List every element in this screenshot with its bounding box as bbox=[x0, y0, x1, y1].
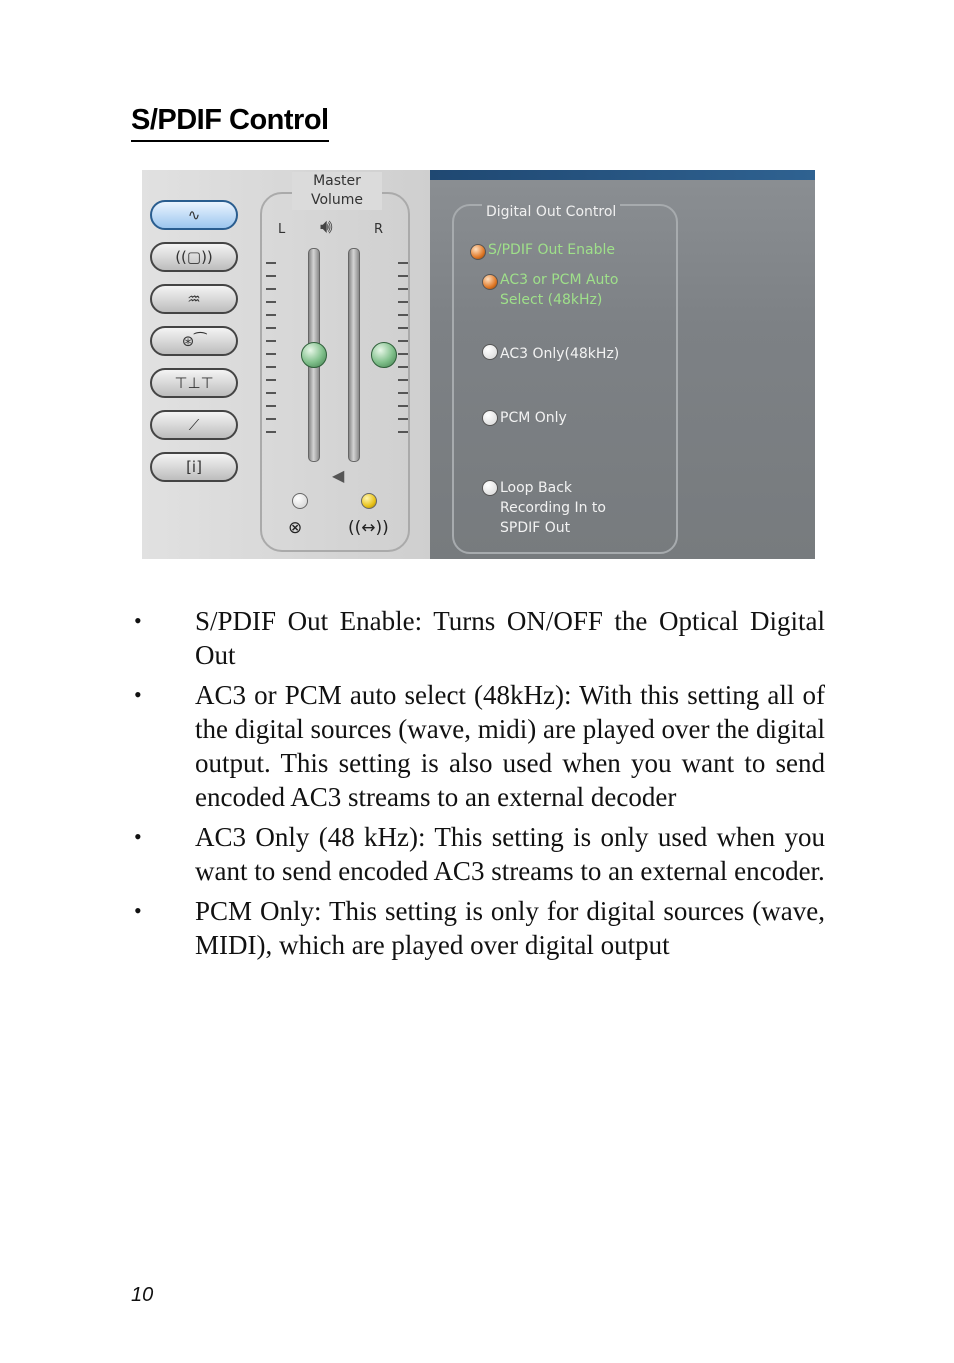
loop-back-label: Loop Back Recording In to SPDIF Out bbox=[500, 480, 606, 536]
page-number: 10 bbox=[131, 1284, 154, 1306]
master-volume-frame bbox=[260, 192, 410, 552]
bullet-icon: • bbox=[134, 824, 142, 849]
tab-equalizer[interactable] bbox=[150, 368, 238, 398]
list-item: • AC3 Only (48 kHz): This setting is only used when you want to send encoded AC3 streams to an external encoder. bbox=[134, 822, 825, 886]
ac3-only-label: AC3 Only(48kHz) bbox=[500, 346, 620, 362]
right-channel-label: R bbox=[374, 222, 384, 237]
mute-icon[interactable]: ⊗ bbox=[288, 518, 303, 538]
small-speaker-icon: ◀ bbox=[332, 468, 345, 485]
stereo-icon[interactable]: ((↔)) bbox=[348, 518, 389, 538]
tab-wave[interactable] bbox=[150, 200, 238, 230]
tab-karaoke[interactable] bbox=[150, 326, 238, 356]
mixer-left-pane bbox=[142, 170, 430, 559]
wave-icon: ∿ bbox=[187, 206, 201, 224]
bullet-icon: • bbox=[134, 682, 142, 707]
spdif-led[interactable] bbox=[361, 493, 377, 509]
option-descriptions bbox=[131, 604, 825, 968]
ac3-only-radio[interactable] bbox=[482, 344, 498, 360]
pcm-only-label: PCM Only bbox=[500, 410, 567, 426]
speaker-config-icon: ((▢)) bbox=[175, 248, 213, 266]
right-volume-slider[interactable] bbox=[371, 342, 397, 368]
pcm-only-radio[interactable] bbox=[482, 410, 498, 426]
right-volume-track[interactable] bbox=[348, 248, 360, 462]
tab-info[interactable] bbox=[150, 452, 238, 482]
mute-led[interactable] bbox=[292, 493, 308, 509]
right-scale bbox=[398, 262, 408, 440]
section-heading: S/PDIF Control bbox=[131, 102, 329, 142]
list-item: • S/PDIF Out Enable: Turns ON/OFF the Optical Digital Out bbox=[134, 606, 825, 670]
cable-icon: ⟋ bbox=[188, 416, 200, 434]
spdif-out-enable-label: S/PDIF Out Enable bbox=[488, 242, 615, 258]
speaker-icon: 🔊︎ bbox=[320, 216, 333, 238]
loop-back-radio[interactable] bbox=[482, 480, 498, 496]
list-item: • PCM Only: This setting is only for digital sources (wave, MIDI), which are played over digital output bbox=[134, 896, 825, 960]
ac3-pcm-auto-label: AC3 or PCM Auto Select (48kHz) bbox=[500, 272, 619, 308]
ac3-pcm-auto-radio[interactable] bbox=[482, 274, 498, 290]
mixer-tab-list bbox=[150, 200, 238, 494]
title-bar-strip bbox=[430, 170, 815, 180]
tab-speaker-config[interactable] bbox=[150, 242, 238, 272]
digital-out-pane bbox=[430, 170, 815, 559]
spdif-out-enable-radio[interactable] bbox=[470, 244, 486, 260]
karaoke-icon: ⊛⁀ bbox=[181, 332, 207, 350]
mixer-screenshot bbox=[142, 170, 815, 559]
left-channel-label: L bbox=[278, 222, 286, 237]
info-icon: [i] bbox=[186, 458, 202, 476]
tab-effects[interactable] bbox=[150, 284, 238, 314]
list-item: • AC3 or PCM auto select (48kHz): With this setting all of the digital sources (wave, midi) are played over the digital output. This setting is also used when you want to send encoded AC3 streams to an external decoder bbox=[134, 680, 825, 812]
equalizer-icon: ⊤⊥⊤ bbox=[174, 374, 214, 392]
bullet-icon: • bbox=[134, 608, 142, 633]
digital-out-title: Digital Out Control bbox=[482, 204, 620, 220]
tab-connection[interactable] bbox=[150, 410, 238, 440]
left-scale bbox=[266, 262, 276, 440]
left-volume-slider[interactable] bbox=[301, 342, 327, 368]
effects-icon: ♒ bbox=[187, 290, 201, 308]
master-volume-label: Master Volume bbox=[292, 172, 382, 210]
bullet-icon: • bbox=[134, 898, 142, 923]
